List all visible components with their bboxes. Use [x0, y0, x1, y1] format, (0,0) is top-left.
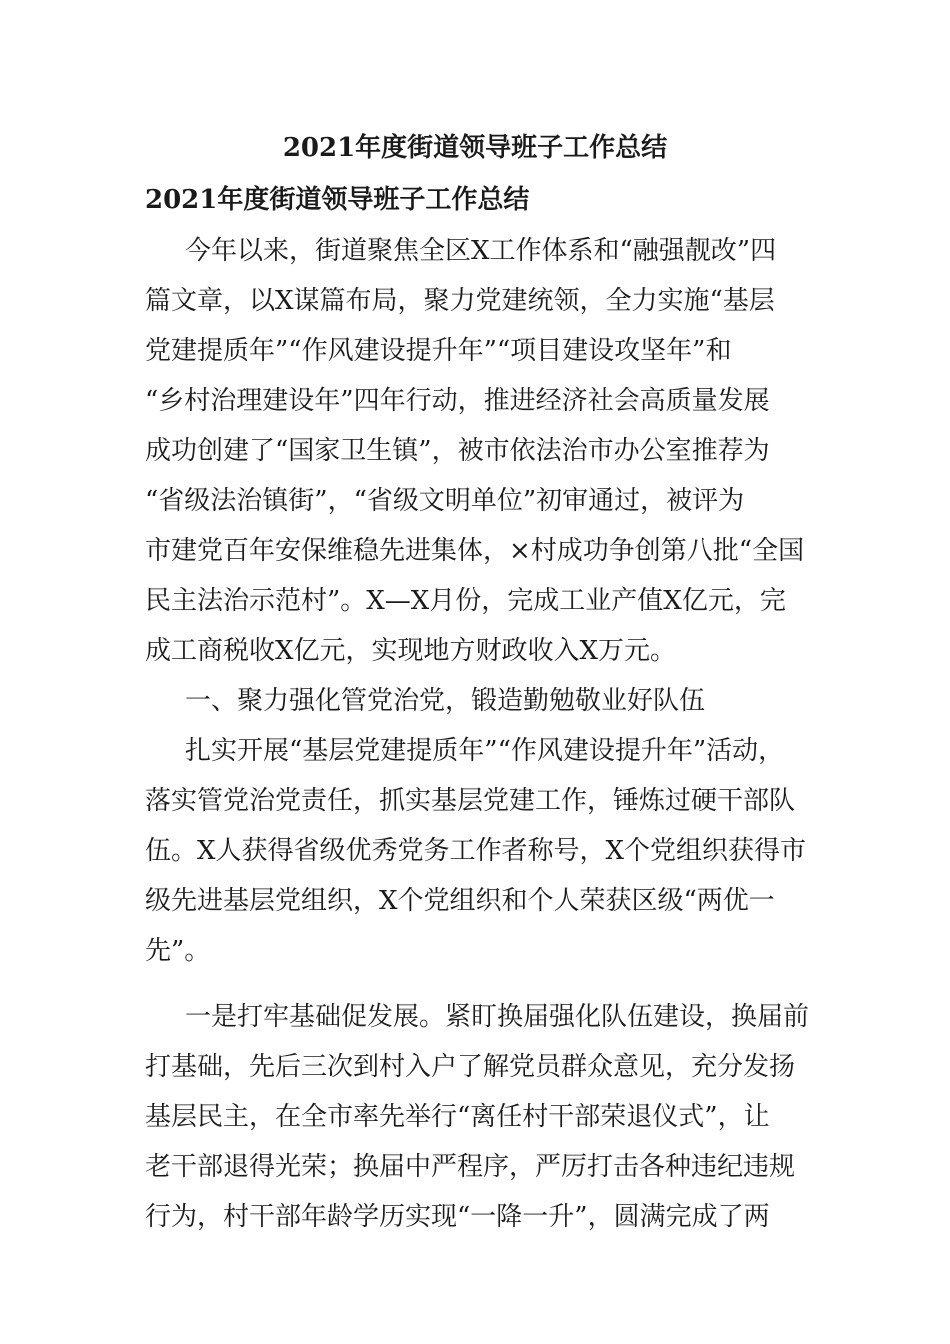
paragraph-gap: [145, 976, 845, 992]
paragraph-line: 今年以来，街道聚焦全区X工作体系和“融强靓改”四: [185, 236, 777, 266]
paragraph-line: 市建党百年安保维稳先进集体，×村成功争创第八批“全国: [145, 536, 805, 566]
paragraph-foundation: [145, 992, 845, 1242]
paragraph-line: 成工商税收X亿元，实现地方财政收入X万元。: [145, 636, 677, 666]
paragraph-line: 伍。X人获得省级优秀党务工作者称号，X个党组织获得市: [145, 836, 807, 866]
paragraph-line: “乡村治理建设年”四年行动，推进经济社会高质量发展: [145, 386, 770, 416]
paragraph-line: 民主法治示范村”。X—X月份，完成工业产值X亿元，完: [145, 586, 786, 616]
section-heading-line: 一、聚力强化管党治党，锻造勤勉敬业好队伍: [185, 686, 706, 716]
paragraph-line: 先”。: [145, 936, 211, 966]
paragraph-line: “省级法治镇街”，“省级文明单位”初审通过，被评为: [145, 486, 745, 516]
paragraph-line: 一是打牢基础促发展。紧盯换届强化队伍建设，换届前: [185, 1002, 810, 1032]
section-heading: [145, 676, 845, 726]
paragraph-line: 成功创建了“国家卫生镇”，被市依法治市办公室推荐为: [145, 436, 770, 466]
paragraph-intro: [145, 226, 845, 676]
paragraph-line: 打基础，先后三次到村入户了解党员群众意见，充分发扬: [145, 1052, 796, 1082]
document-title: 2021年度街道领导班子工作总结: [282, 133, 668, 163]
document-body: [145, 226, 845, 1242]
paragraph-line: 扎实开展“基层党建提质年”“作风建设提升年”活动，: [185, 736, 785, 766]
paragraph-line: 老干部退得光荣；换届中严程序，严厉打击各种违纪违规: [145, 1152, 796, 1182]
paragraph-line: 基层民主，在全市率先举行“离任村干部荣退仪式”，让: [145, 1102, 770, 1132]
paragraph-line: 党建提质年”“作风建设提升年”“项目建设攻坚年”和: [145, 336, 732, 366]
paragraph-line: 行为，村干部年龄学历实现“一降一升”，圆满完成了两: [145, 1202, 770, 1232]
paragraph-line: 篇文章，以X谋篇布局，聚力党建统领，全力实施“基层: [145, 286, 775, 316]
paragraph-party-building: [145, 726, 845, 976]
document-subtitle: 2021年度街道领导班子工作总结: [145, 185, 530, 215]
paragraph-line: 落实管党治党责任，抓实基层党建工作，锤炼过硬干部队: [145, 786, 796, 816]
paragraph-line: 级先进基层党组织，X个党组织和个人荣获区级“两优一: [145, 886, 775, 916]
